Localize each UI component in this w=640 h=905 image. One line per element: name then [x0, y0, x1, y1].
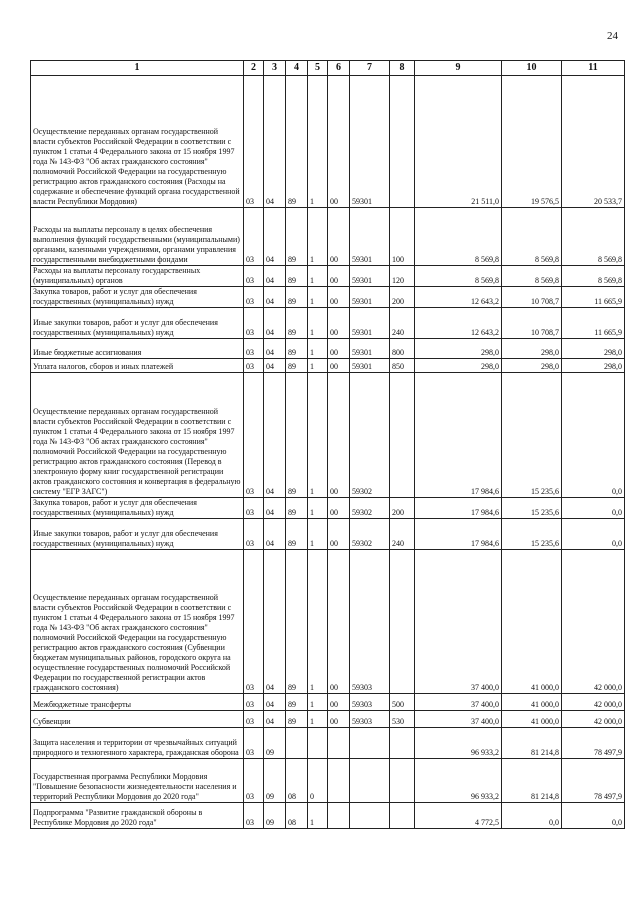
amount-cell: 41 000,0 — [502, 550, 562, 694]
code-cell: 59303 — [350, 711, 390, 728]
code-cell: 89 — [286, 498, 308, 519]
code-cell: 1 — [308, 498, 328, 519]
code-cell: 03 — [244, 373, 264, 498]
amount-cell: 0,0 — [502, 803, 562, 829]
code-cell: 89 — [286, 519, 308, 550]
amount-cell: 78 497,9 — [562, 728, 625, 759]
amount-cell: 42 000,0 — [562, 694, 625, 711]
code-cell: 03 — [244, 759, 264, 803]
row-name-cell: Защита населения и территории от чрезвычайных ситуаций природного и техногенного характера, гражданская оборона — [31, 728, 244, 759]
column-header: 6 — [328, 61, 350, 76]
code-cell: 04 — [264, 76, 286, 208]
code-cell: 04 — [264, 339, 286, 359]
code-cell: 03 — [244, 550, 264, 694]
code-cell — [350, 759, 390, 803]
amount-cell: 8 569,8 — [415, 208, 502, 266]
amount-cell: 12 643,2 — [415, 287, 502, 308]
amount-cell: 19 576,5 — [502, 76, 562, 208]
amount-cell: 298,0 — [502, 339, 562, 359]
code-cell: 1 — [308, 519, 328, 550]
code-cell: 89 — [286, 373, 308, 498]
code-cell — [390, 728, 415, 759]
amount-cell: 37 400,0 — [415, 694, 502, 711]
code-cell: 09 — [264, 803, 286, 829]
amount-cell: 15 235,6 — [502, 498, 562, 519]
amount-cell: 11 665,9 — [562, 308, 625, 339]
code-cell: 04 — [264, 694, 286, 711]
code-cell: 59303 — [350, 550, 390, 694]
column-header: 4 — [286, 61, 308, 76]
amount-cell: 12 643,2 — [415, 308, 502, 339]
amount-cell: 298,0 — [415, 359, 502, 373]
amount-cell: 8 569,8 — [415, 266, 502, 287]
header-row — [31, 61, 625, 76]
amount-cell: 8 569,8 — [502, 208, 562, 266]
amount-cell: 298,0 — [415, 339, 502, 359]
code-cell: 00 — [328, 266, 350, 287]
code-cell: 00 — [328, 550, 350, 694]
row-name-cell: Осуществление переданных органам государственной власти субъектов Российской Федерации в соответствии с пунктом 1 статьи 4 Федерального закона от 15 ноября 1997 года № 143-ФЗ "Об актах гражданского состояния" полномочий Российской Федерации на государственную регистрацию актов гражданского состояния (Перевод в электронную форму книг государственной регистрации актов гражданского состояния и конвертация в федеральную систему "ЕГР ЗАГС") — [31, 373, 244, 498]
row-name-cell: Подпрограмма "Развитие гражданской обороны в Республике Мордовия до 2020 года" — [31, 803, 244, 829]
code-cell: 03 — [244, 339, 264, 359]
code-cell: 89 — [286, 550, 308, 694]
code-cell: 89 — [286, 339, 308, 359]
code-cell — [390, 550, 415, 694]
code-cell: 09 — [264, 728, 286, 759]
table-body — [31, 76, 625, 829]
table-row — [31, 694, 625, 711]
code-cell: 00 — [328, 373, 350, 498]
table-row — [31, 76, 625, 208]
row-name-cell: Закупка товаров, работ и услуг для обеспечения государственных (муниципальных) нужд — [31, 287, 244, 308]
code-cell: 00 — [328, 359, 350, 373]
table-row — [31, 287, 625, 308]
amount-cell: 41 000,0 — [502, 711, 562, 728]
column-header: 8 — [390, 61, 415, 76]
code-cell: 0 — [308, 759, 328, 803]
amount-cell: 0,0 — [562, 803, 625, 829]
table-row — [31, 339, 625, 359]
code-cell: 00 — [328, 519, 350, 550]
row-name-cell: Закупка товаров, работ и услуг для обеспечения государственных (муниципальных) нужд — [31, 498, 244, 519]
code-cell: 04 — [264, 266, 286, 287]
code-cell: 04 — [264, 498, 286, 519]
code-cell: 500 — [390, 694, 415, 711]
code-cell: 59302 — [350, 519, 390, 550]
amount-cell: 4 772,5 — [415, 803, 502, 829]
code-cell: 800 — [390, 339, 415, 359]
amount-cell: 0,0 — [562, 373, 625, 498]
code-cell: 03 — [244, 308, 264, 339]
code-cell: 00 — [328, 711, 350, 728]
code-cell: 04 — [264, 550, 286, 694]
table-row — [31, 208, 625, 266]
amount-cell: 8 569,8 — [562, 266, 625, 287]
amount-cell: 20 533,7 — [562, 76, 625, 208]
code-cell — [328, 759, 350, 803]
column-header: 2 — [244, 61, 264, 76]
table-row — [31, 373, 625, 498]
code-cell: 08 — [286, 803, 308, 829]
code-cell: 03 — [244, 803, 264, 829]
column-header: 3 — [264, 61, 286, 76]
code-cell: 03 — [244, 711, 264, 728]
amount-cell: 96 933,2 — [415, 728, 502, 759]
code-cell — [328, 728, 350, 759]
amount-cell: 42 000,0 — [562, 711, 625, 728]
code-cell: 89 — [286, 208, 308, 266]
table-row — [31, 803, 625, 829]
code-cell: 04 — [264, 208, 286, 266]
code-cell: 59301 — [350, 208, 390, 266]
code-cell: 00 — [328, 339, 350, 359]
code-cell: 1 — [308, 373, 328, 498]
code-cell: 1 — [308, 287, 328, 308]
amount-cell: 8 569,8 — [502, 266, 562, 287]
code-cell: 59303 — [350, 694, 390, 711]
code-cell — [390, 373, 415, 498]
code-cell: 04 — [264, 711, 286, 728]
table-row — [31, 308, 625, 339]
code-cell: 59301 — [350, 76, 390, 208]
amount-cell: 11 665,9 — [562, 287, 625, 308]
code-cell: 59302 — [350, 373, 390, 498]
code-cell: 03 — [244, 519, 264, 550]
code-cell — [328, 803, 350, 829]
code-cell: 1 — [308, 308, 328, 339]
code-cell: 04 — [264, 308, 286, 339]
code-cell — [286, 728, 308, 759]
code-cell: 1 — [308, 76, 328, 208]
code-cell — [390, 759, 415, 803]
row-name-cell: Иные закупки товаров, работ и услуг для обеспечения государственных (муниципальных) нужд — [31, 519, 244, 550]
code-cell: 89 — [286, 308, 308, 339]
code-cell: 03 — [244, 728, 264, 759]
amount-cell: 298,0 — [502, 359, 562, 373]
column-header: 10 — [502, 61, 562, 76]
code-cell: 03 — [244, 76, 264, 208]
table-row — [31, 759, 625, 803]
code-cell — [350, 803, 390, 829]
table-row — [31, 519, 625, 550]
code-cell: 59301 — [350, 266, 390, 287]
code-cell: 850 — [390, 359, 415, 373]
code-cell: 530 — [390, 711, 415, 728]
code-cell: 89 — [286, 359, 308, 373]
code-cell: 89 — [286, 694, 308, 711]
amount-cell: 81 214,8 — [502, 759, 562, 803]
code-cell: 89 — [286, 266, 308, 287]
amount-cell: 17 984,6 — [415, 519, 502, 550]
amount-cell: 37 400,0 — [415, 550, 502, 694]
page-number: 24 — [607, 30, 618, 42]
code-cell — [390, 803, 415, 829]
amount-cell: 78 497,9 — [562, 759, 625, 803]
row-name-cell: Расходы на выплаты персоналу государственных (муниципальных) органов — [31, 266, 244, 287]
code-cell: 89 — [286, 711, 308, 728]
amount-cell: 8 569,8 — [562, 208, 625, 266]
code-cell: 03 — [244, 208, 264, 266]
code-cell: 100 — [390, 208, 415, 266]
code-cell: 1 — [308, 359, 328, 373]
budget-table — [30, 60, 625, 829]
code-cell: 200 — [390, 498, 415, 519]
amount-cell: 96 933,2 — [415, 759, 502, 803]
amount-cell: 41 000,0 — [502, 694, 562, 711]
code-cell — [308, 728, 328, 759]
code-cell: 59302 — [350, 498, 390, 519]
row-name-cell: Осуществление переданных органам государственной власти субъектов Российской Федерации в соответствии с пунктом 1 статьи 4 Федерального закона от 15 ноября 1997 года № 143-ФЗ "Об актах гражданского состояния" полномочий Российской Федерации на государственную регистрацию актов гражданского состояния (Субвенции бюджетам муниципальных районов, городского округа на осуществление государственных полномочий Российской Федерации по государственной регистрации актов гражданского состояния) — [31, 550, 244, 694]
table-row — [31, 550, 625, 694]
amount-cell: 42 000,0 — [562, 550, 625, 694]
code-cell: 00 — [328, 76, 350, 208]
code-cell: 59301 — [350, 339, 390, 359]
code-cell: 00 — [328, 308, 350, 339]
code-cell: 09 — [264, 759, 286, 803]
amount-cell: 298,0 — [562, 359, 625, 373]
amount-cell: 21 511,0 — [415, 76, 502, 208]
code-cell: 04 — [264, 519, 286, 550]
column-header: 11 — [562, 61, 625, 76]
row-name-cell: Субвенции — [31, 711, 244, 728]
amount-cell: 10 708,7 — [502, 308, 562, 339]
code-cell: 240 — [390, 308, 415, 339]
code-cell: 1 — [308, 266, 328, 287]
amount-cell: 0,0 — [562, 519, 625, 550]
row-name-cell: Иные бюджетные ассигнования — [31, 339, 244, 359]
column-header: 7 — [350, 61, 390, 76]
row-name-cell: Осуществление переданных органам государственной власти субъектов Российской Федерации в соответствии с пунктом 1 статьи 4 Федерального закона от 15 ноября 1997 года № 143-ФЗ "Об актах гражданского состояния" полномочий Российской Федерации на государственную регистрацию актов гражданского состояния (Расходы на содержание и обеспечение функций органа государственной власти Республики Мордовия) — [31, 76, 244, 208]
code-cell: 59301 — [350, 359, 390, 373]
code-cell: 1 — [308, 550, 328, 694]
table-row — [31, 266, 625, 287]
code-cell: 1 — [308, 711, 328, 728]
code-cell: 1 — [308, 339, 328, 359]
code-cell — [390, 76, 415, 208]
code-cell: 03 — [244, 359, 264, 373]
code-cell: 04 — [264, 359, 286, 373]
table-row — [31, 728, 625, 759]
amount-cell: 17 984,6 — [415, 373, 502, 498]
table-row — [31, 711, 625, 728]
code-cell: 03 — [244, 694, 264, 711]
code-cell: 00 — [328, 287, 350, 308]
row-name-cell: Межбюджетные трансферты — [31, 694, 244, 711]
code-cell: 00 — [328, 498, 350, 519]
amount-cell: 15 235,6 — [502, 373, 562, 498]
column-header: 9 — [415, 61, 502, 76]
code-cell: 200 — [390, 287, 415, 308]
column-header: 5 — [308, 61, 328, 76]
code-cell: 08 — [286, 759, 308, 803]
row-name-cell: Расходы на выплаты персоналу в целях обеспечения выполнения функций государственными (муниципальными) органами, казенными учреждениями, органами управления государственными внебюджетными фондами — [31, 208, 244, 266]
amount-cell: 81 214,8 — [502, 728, 562, 759]
amount-cell: 15 235,6 — [502, 519, 562, 550]
code-cell: 1 — [308, 803, 328, 829]
code-cell: 03 — [244, 266, 264, 287]
code-cell: 59301 — [350, 308, 390, 339]
code-cell: 89 — [286, 287, 308, 308]
amount-cell: 37 400,0 — [415, 711, 502, 728]
amount-cell: 10 708,7 — [502, 287, 562, 308]
code-cell: 03 — [244, 498, 264, 519]
code-cell: 03 — [244, 287, 264, 308]
code-cell: 89 — [286, 76, 308, 208]
table-row — [31, 498, 625, 519]
code-cell: 00 — [328, 694, 350, 711]
code-cell: 1 — [308, 694, 328, 711]
code-cell: 1 — [308, 208, 328, 266]
column-header: 1 — [31, 61, 244, 76]
row-name-cell: Иные закупки товаров, работ и услуг для обеспечения государственных (муниципальных) нужд — [31, 308, 244, 339]
code-cell: 04 — [264, 373, 286, 498]
amount-cell: 0,0 — [562, 498, 625, 519]
amount-cell: 17 984,6 — [415, 498, 502, 519]
table-row — [31, 359, 625, 373]
code-cell: 00 — [328, 208, 350, 266]
code-cell: 04 — [264, 287, 286, 308]
code-cell — [350, 728, 390, 759]
code-cell: 120 — [390, 266, 415, 287]
row-name-cell: Уплата налогов, сборов и иных платежей — [31, 359, 244, 373]
amount-cell: 298,0 — [562, 339, 625, 359]
code-cell: 240 — [390, 519, 415, 550]
code-cell: 59301 — [350, 287, 390, 308]
row-name-cell: Государственная программа Республики Мордовия "Повышение безопасности жизнедеятельности населения и территорий Республики Мордовия до 2020 года" — [31, 759, 244, 803]
